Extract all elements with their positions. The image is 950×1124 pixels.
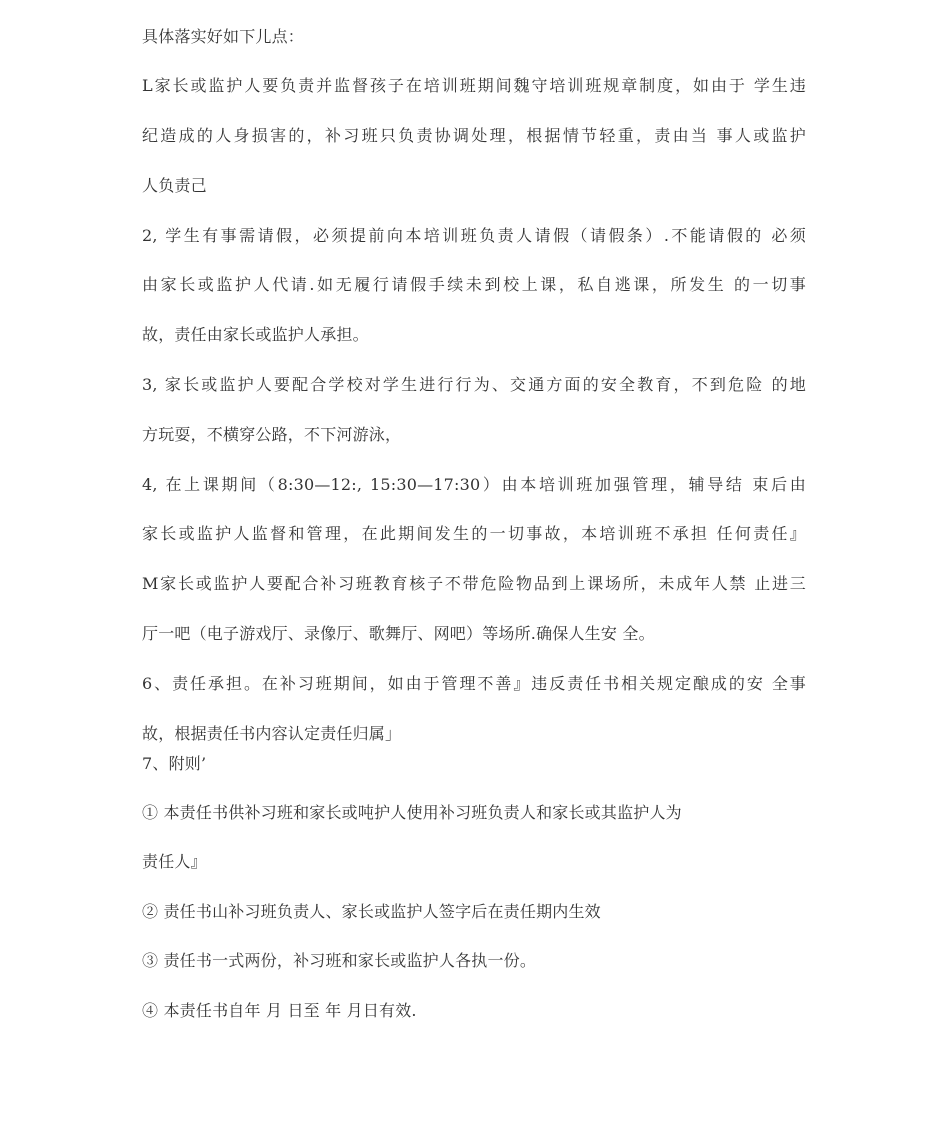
text-line: 人负责己 [142,176,207,195]
text-line: ① 本责任书供补习班和家长或吨护人使用补习班负责人和家长或其监护人为 [142,803,682,822]
text-line: 方玩耍，不横穿公路，不下河游泳， [142,425,402,444]
text-line: 6、责任承担。在补习班期间，如由于管理不善』违反责任书相关规定酿成的安 全事 [142,674,806,693]
text-line: 厅一吧（电子游戏厅、录像厅、歌舞厅、网吧）等场所.确保人生安 全。 [142,624,655,643]
text-line: 家长或监护人监督和管理，在此期间发生的一切事故，本培训班不承担 任何责任』 [142,524,806,543]
text-line: 7、附则’ [142,754,207,773]
text-line: ③ 责任书一式两份，补习班和家长或监护人各执一份。 [142,951,537,970]
text-line: 4, 在上课期间（8:30—12:, 15:30—17:30）由本培训班加强管理，辅导结 束后由 [142,475,806,494]
text-line: 责任人』 [142,852,207,871]
text-line: 3, 家长或监护人要配合学校对学生进行行为、交通方面的安全教育，不到危险 的地 [142,375,806,394]
text-line: 具体落实好如下儿点： [142,27,305,46]
text-line: 故，根据责任书内容认定责任归属」 [142,724,402,743]
text-line: M家长或监护人要配合补习班教育核子不带危险物品到上课场所，未成年人禁 止进三 [142,574,806,593]
text-line: 2, 学生有事需请假，必须提前向本培训班负责人请假（请假条）.不能请假的 必须 [142,226,806,245]
text-line: 纪造成的人身损害的，补习班只负责协调处理，根据情节轻重，责由当 事人或监护 [142,126,806,145]
text-line: ④ 本责任书自年 月 日至 年 月日有效. [142,1001,417,1020]
text-line: 由家长或监护人代请.如无履行请假手续未到校上课，私自逃课，所发生 的一切事 [142,275,806,294]
text-line: 故，责任由家长或监护人承担。 [142,325,369,344]
text-line: L家长或监护人要负责并监督孩子在培训班期间魏守培训班规章制度，如由于 学生违 [142,76,806,95]
text-line: ② 责任书山补习班负责人、家长或监护人签字后在责任期内生效 [142,902,601,921]
